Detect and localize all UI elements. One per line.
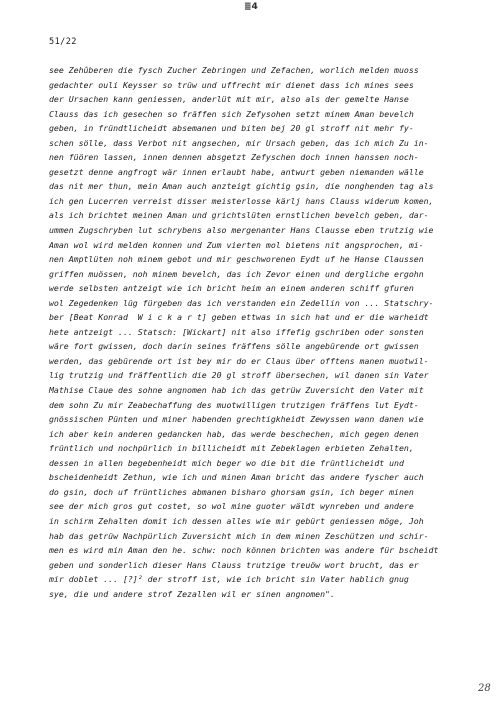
text-line: nen füören lassen, innen dennen absgetzt Zefyschen doch innen hanssen noch- — [49, 152, 419, 163]
text-line: ber [Beat Konrad W i c k a r t] geben ettwas in sich hat und er die warheidt — [49, 312, 429, 323]
text-line: sye, die und andere strof Zezallen wil er sinen angnomen". — [49, 588, 335, 599]
handwritten-corner-mark: 28 — [478, 683, 491, 694]
text-line: ummen Zugschryben lut schrybens also mergenanter Hans Clausse eben trutzig wie — [49, 225, 434, 236]
document-reference: 51/22 — [49, 37, 77, 47]
text-line: früntlich und nochpürlich in billicheidt mit Zebeklagen erbieten Zehalten, — [49, 443, 414, 454]
text-line: do gsin, doch uf früntliches abmanen bisharo ghorsam gsin, ich beger minen — [49, 486, 414, 497]
header-stamp: ≣4 — [244, 2, 258, 12]
text-line: see der mich gros gut costet, so wol mine guoter wäldt wynreben und andere — [49, 501, 414, 512]
text-line: in schirm Zehalten domit ich dessen alles wie mir gebürt geniessen möge, Joh — [49, 515, 424, 526]
text-line: geben, in fründtlicheidt absemanen und biten bej 20 gl stroff nit mehr fy- — [49, 123, 414, 134]
text-line: lig trutzig und fräffentlich die 20 gl stroff übersechen, wil danen sin Vater — [49, 370, 429, 381]
text-line: das nit mer thun, mein Aman auch anzteigt gichtig gsin, die nonghenden tag als — [49, 181, 434, 192]
text-line: gesetzt denne angfrogt wär innen erlaubt habe, antwurt geben niemanden wälle — [49, 166, 424, 177]
text-line: men es wird min Aman den he. schw: noch können brichten was andere für bscheidt — [49, 545, 439, 556]
text-line: wäre fort gwissen, doch darin seines fräffens sölle angebürende ort gwissen — [49, 341, 419, 352]
text-line: Aman wol wird melden konnen und Zum vierten mol bietens nit angsprochen, mi- — [49, 239, 424, 250]
text-line: als ich brichtet meinen Aman und grichtslüten ernstlichen bevelch geben, dar- — [49, 210, 429, 221]
text-line: nen Amptlüten noh minem gebot und mir geschworenen Eydt uf he Hanse Claussen — [49, 254, 424, 265]
text-line: geben und sonderlich dieser Hans Clauss trutzige treuöw wort brucht, das er — [49, 559, 419, 570]
text-line: gedachter ouli Keysser so trüw und uffrecht mir dienet dass ich mines sees — [49, 79, 414, 90]
text-line: gnössischen Pünten und miner habenden grechtigkheidt Zewyssen wann danen wie — [49, 414, 424, 425]
text-line: bscheidenheidt Zethun, wie ich und minen Aman bricht das andere fyscher auch — [49, 472, 424, 483]
text-line: ich gen Lucerren verreist disser meisterlosse kärlj hans Clauss widerum komen, — [49, 195, 434, 206]
text-line: dessen in allen begebenheidt mich beger wo die bit die früntlicheidt und — [49, 457, 404, 468]
text-line: mir doblet ... [?]² der stroff ist, wie ich bricht sin Vater hablich gnug — [49, 574, 409, 585]
text-line: hab das getrüw Nachpürlich Zuversicht mich in dem minen Zeschützen und schir- — [49, 530, 429, 541]
text-line: werde selbsten antzeigt wie ich bricht heim an einem anderen schiff gfuren — [49, 283, 414, 294]
text-line: werden, das gebürende ort ist bey mir do er Claus über offtens manen muotwil- — [49, 355, 429, 366]
text-line: Mathise Claue des sohne angnomen hab ich das getrüw Zuversicht den Vater mit — [49, 385, 424, 396]
text-line: schen sölle, dass Verbot nit angsechen, mir Ursach geben, das ich mich Zu in- — [49, 137, 429, 148]
transcription-body — [49, 63, 477, 601]
text-line: griffen muössen, noh minem bevelch, das ich Zevor einen und dergliche ergohn — [49, 268, 424, 279]
text-line: Clauss das ich gesechen so fräffen sich Zefysohen setzt minem Aman bevelch — [49, 108, 414, 119]
text-line: hete antzeigt ... Statsch: [Wickart] nit also iffefig gschriben oder sonsten — [49, 326, 424, 337]
text-line: dem sohn Zu mir Zeabechaffung des muotwilligen trutzigen fräffens lut Eydt- — [49, 399, 419, 410]
text-line: see Zehûberen die fysch Zucher Zebringen und Zefachen, worlich melden muoss — [49, 65, 419, 75]
text-line: der Ursachen kann geniessen, anderlüt mit mir, also als der gemelte Hanse — [49, 94, 409, 105]
text-line: ich aber kein anderen gedancken hab, das werde beschechen, mich gegen denen — [49, 428, 419, 439]
text-line: wol Zegedenken lüg fürgeben das ich verstanden ein Zedellin von ... Statschry- — [49, 297, 434, 308]
